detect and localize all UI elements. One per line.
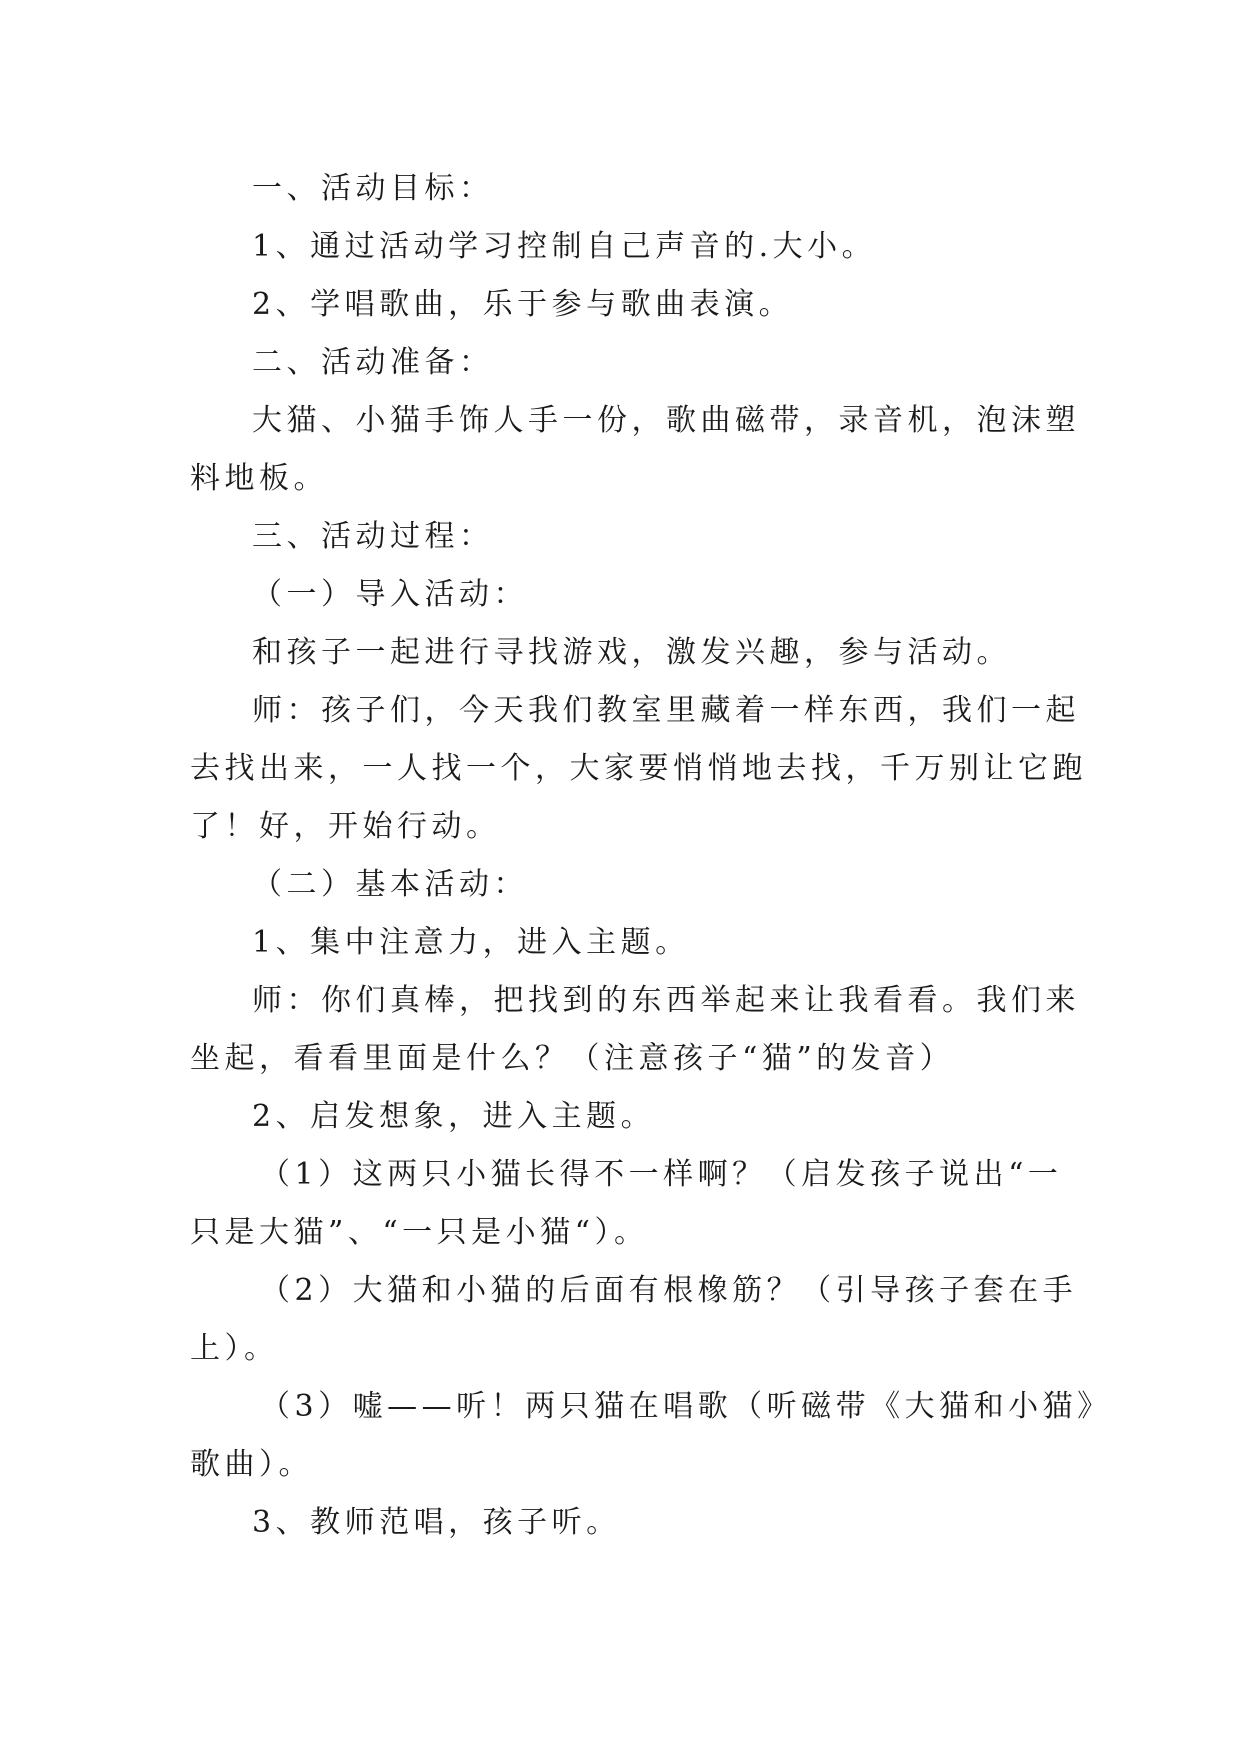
step-3-title: 3、教师范唱，孩子听。 xyxy=(252,1505,621,1540)
subheading-basic-activity: （二）基本活动： xyxy=(252,867,528,902)
preparation-paragraph-line-2: 料地板。 xyxy=(190,461,328,496)
question-2-line-2: 上）。 xyxy=(190,1331,279,1366)
question-1-line-1: （1）这两只小猫长得不一样啊？（启发孩子说出“一 xyxy=(260,1157,1063,1192)
teacher-speech-1-line-1: 师：孩子们，今天我们教室里藏着一样东西，我们一起 xyxy=(252,693,1080,728)
question-1-line-2: 只是大猫”、“一只是小猫“）。 xyxy=(190,1215,649,1250)
step-2-title: 2、启发想象，进入主题。 xyxy=(252,1099,656,1134)
heading-activity-process: 三、活动过程： xyxy=(252,519,494,554)
document-body xyxy=(190,160,1112,1552)
teacher-speech-2-line-2: 坐起，看看里面是什么？（注意孩子“猫”的发音） xyxy=(190,1041,955,1076)
intro-paragraph: 和孩子一起进行寻找游戏，激发兴趣，参与活动。 xyxy=(252,635,1011,670)
goal-item-2: 2、学唱歌曲，乐于参与歌曲表演。 xyxy=(252,287,794,322)
subheading-intro-activity: （一）导入活动： xyxy=(252,577,528,612)
goal-item-1: 1、通过活动学习控制自己声音的.大小。 xyxy=(252,229,877,264)
question-2-line-1: （2）大猫和小猫的后面有根橡筋？（引导孩子套在手 xyxy=(260,1273,1078,1308)
heading-activity-preparation: 二、活动准备： xyxy=(252,345,494,380)
heading-activity-goals: 一、活动目标： xyxy=(252,171,494,206)
question-3-line-1: （3）嘘——听！两只猫在唱歌（听磁带《大猫和小猫》 xyxy=(260,1389,1112,1424)
step-1-title: 1、集中注意力，进入主题。 xyxy=(252,925,690,960)
teacher-speech-1-line-2: 去找出来，一人找一个，大家要悄悄地去找，千万别让它跑 xyxy=(190,751,1087,786)
preparation-paragraph-line-1: 大猫、小猫手饰人手一份，歌曲磁带，录音机，泡沫塑 xyxy=(252,403,1080,438)
question-3-line-2: 歌曲）。 xyxy=(190,1447,313,1482)
teacher-speech-2-line-1: 师：你们真棒，把找到的东西举起来让我看看。我们来 xyxy=(252,983,1080,1018)
teacher-speech-1-line-3: 了！好，开始行动。 xyxy=(190,809,501,844)
